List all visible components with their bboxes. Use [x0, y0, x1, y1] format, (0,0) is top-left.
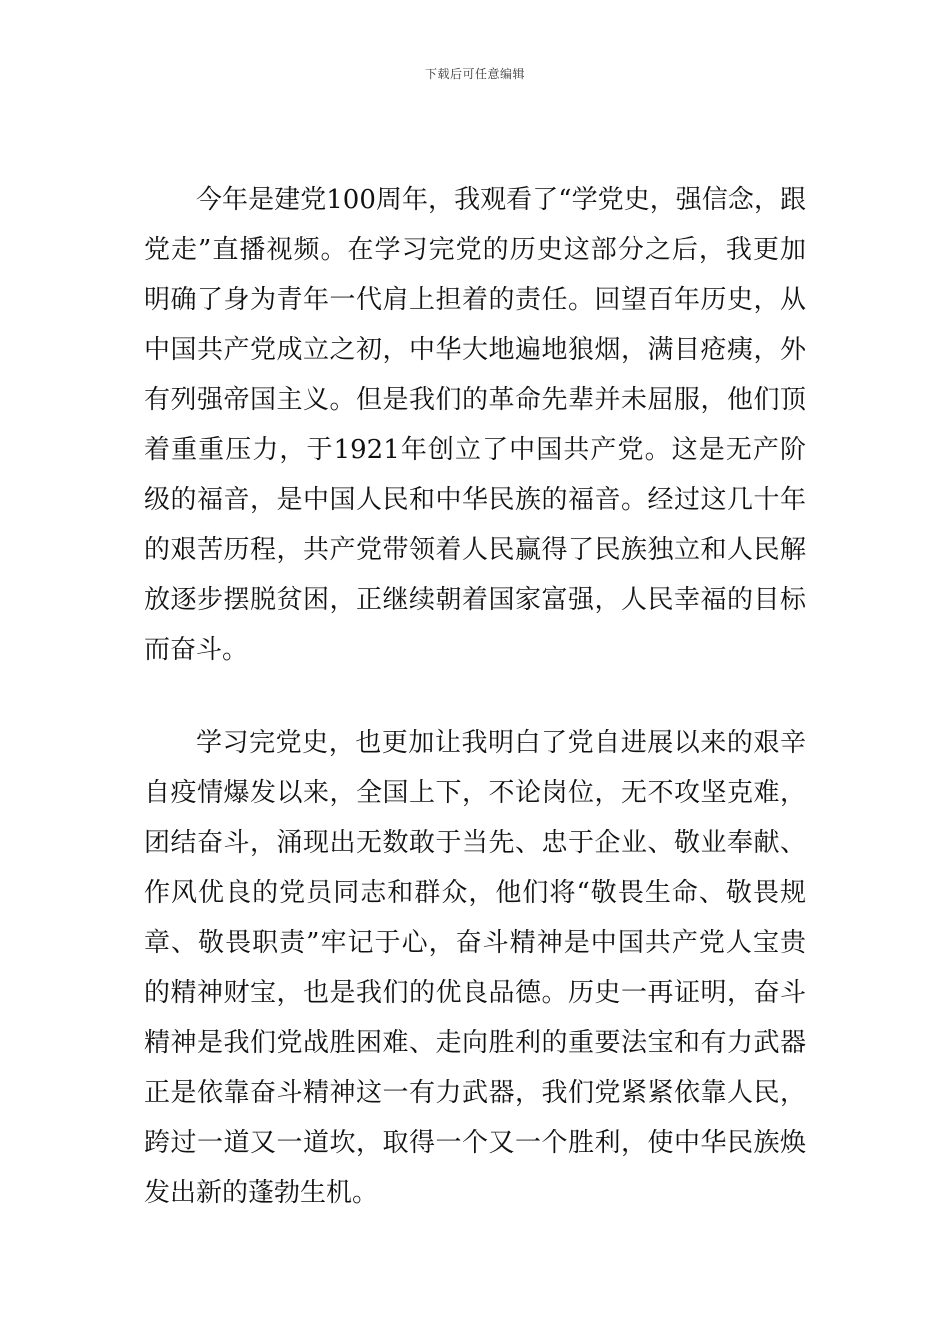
header-note: 下载后可任意编辑 [424, 67, 525, 81]
paragraph-2: 学习完党史，也更加让我明白了党自进展以来的艰辛自疫情爆发以来，全国上下，不论岗位，无不攻坚克难，团结奋斗，涌现出无数敢于当先、忠于企业、敬业奉献、作风优良的党员同志和群众，他们将“敬畏生命、敬畏规章、敬畏职责”牢记于心，奋斗精神是中国共产党人宝贵的精神财宝，也是我们的优良品德。历史一再证明，奋斗精神是我们党战胜困难、走向胜利的重要法宝和有力武器正是依靠奋斗精神这一有力武器，我们党紧紧依靠人民，跨过一道又一道坎，取得一个又一个胜利，使中华民族焕发出新的蓬勃生机。 [144, 728, 806, 1208]
paragraph-1: 今年是建党100周年，我观看了“学党史，强信念，跟党走”直播视频。在学习完党的历史这部分之后，我更加明确了身为青年一代肩上担着的责任。回望百年历史，从中国共产党成立之初，中华大地遍地狼烟，满目疮痍，外有列强帝国主义。但是我们的革命先辈并未屈服，他们顶着重重压力，于1921年创立了中国共产党。这是无产阶级的福音，是中国人民和中华民族的福音。经过这几十年的艰苦历程，共产党带领着人民赢得了民族独立和人民解放逐步摆脱贫困，正继续朝着国家富强，人民幸福的目标而奋斗。 [144, 185, 806, 665]
